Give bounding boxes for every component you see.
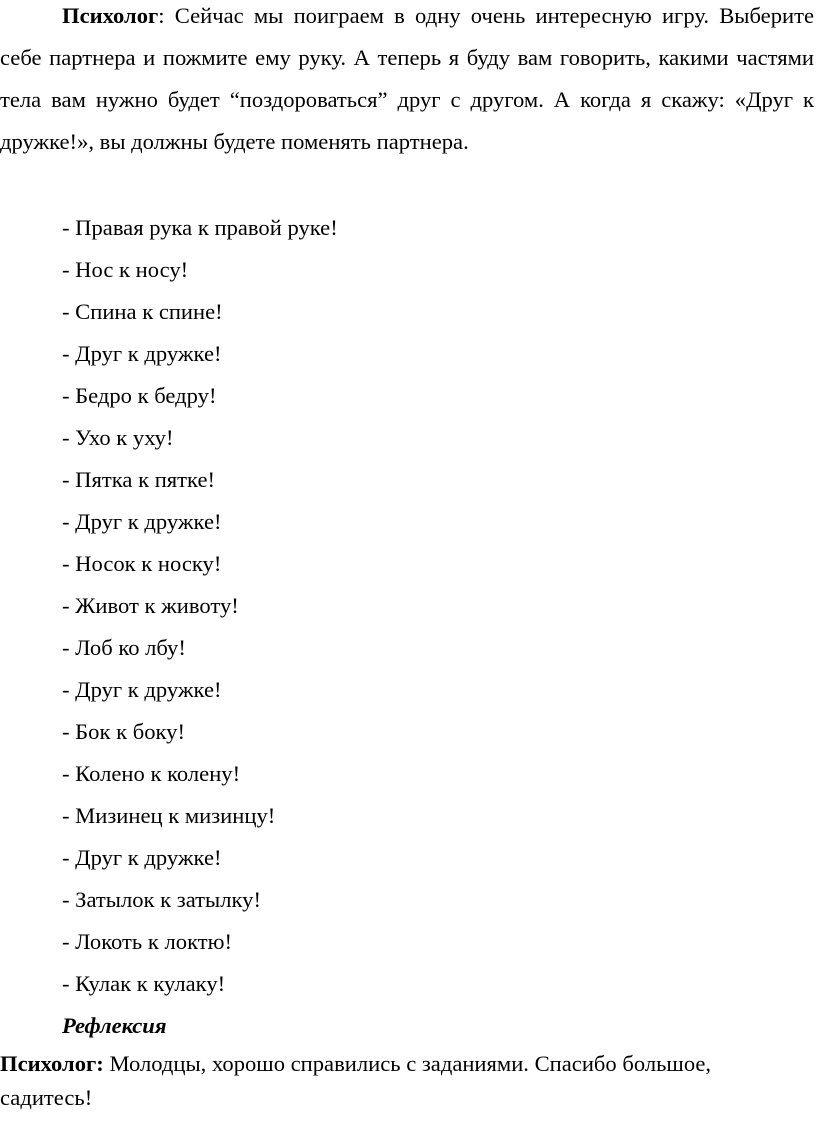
command-item: - Живот к животу! bbox=[62, 593, 239, 618]
command-item: - Затылок к затылку! bbox=[62, 887, 261, 912]
closing-speaker: Психолог: bbox=[0, 1051, 104, 1076]
command-item: - Друг к дружке! bbox=[62, 845, 222, 870]
command-item: - Правая рука к правой руке! bbox=[62, 215, 338, 240]
command-item: - Друг к дружке! bbox=[62, 341, 222, 366]
command-item: - Пятка к пятке! bbox=[62, 467, 216, 492]
closing-text: Молодцы, хорошо справились с заданиями. Спасибо большое, садитесь! bbox=[0, 1051, 712, 1110]
command-item: - Кулак к кулаку! bbox=[62, 971, 226, 996]
reflection-heading: Рефлексия bbox=[62, 1013, 167, 1038]
command-item: - Ухо к уху! bbox=[62, 425, 174, 450]
command-item: - Мизинец к мизинцу! bbox=[62, 803, 276, 828]
command-item: - Колено к колену! bbox=[62, 761, 241, 786]
command-item: - Друг к дружке! bbox=[62, 677, 222, 702]
command-list bbox=[62, 207, 338, 1005]
command-item: - Локоть к локтю! bbox=[62, 929, 233, 954]
closing-paragraph bbox=[0, 1047, 780, 1115]
command-item: - Нос к носу! bbox=[62, 257, 189, 282]
intro-text: : Сейчас мы поиграем в одну очень интересную игру. Выберите себе партнера и пожмите ему руку. А теперь я буду вам говорить, какими частями тела вам нужно будет “поздороваться” друг с другом. А когда я скажу: «Друг к дружке!», вы должны будете поменять партнера. bbox=[0, 3, 814, 154]
command-item: - Спина к спине! bbox=[62, 299, 223, 324]
intro-paragraph bbox=[0, 0, 814, 163]
command-item: - Лоб ко лбу! bbox=[62, 635, 186, 660]
command-item: - Носок к носку! bbox=[62, 551, 222, 576]
command-item: - Бедро к бедру! bbox=[62, 383, 217, 408]
command-item: - Бок к боку! bbox=[62, 719, 185, 744]
command-item: - Друг к дружке! bbox=[62, 509, 222, 534]
intro-speaker: Психолог bbox=[62, 3, 159, 28]
